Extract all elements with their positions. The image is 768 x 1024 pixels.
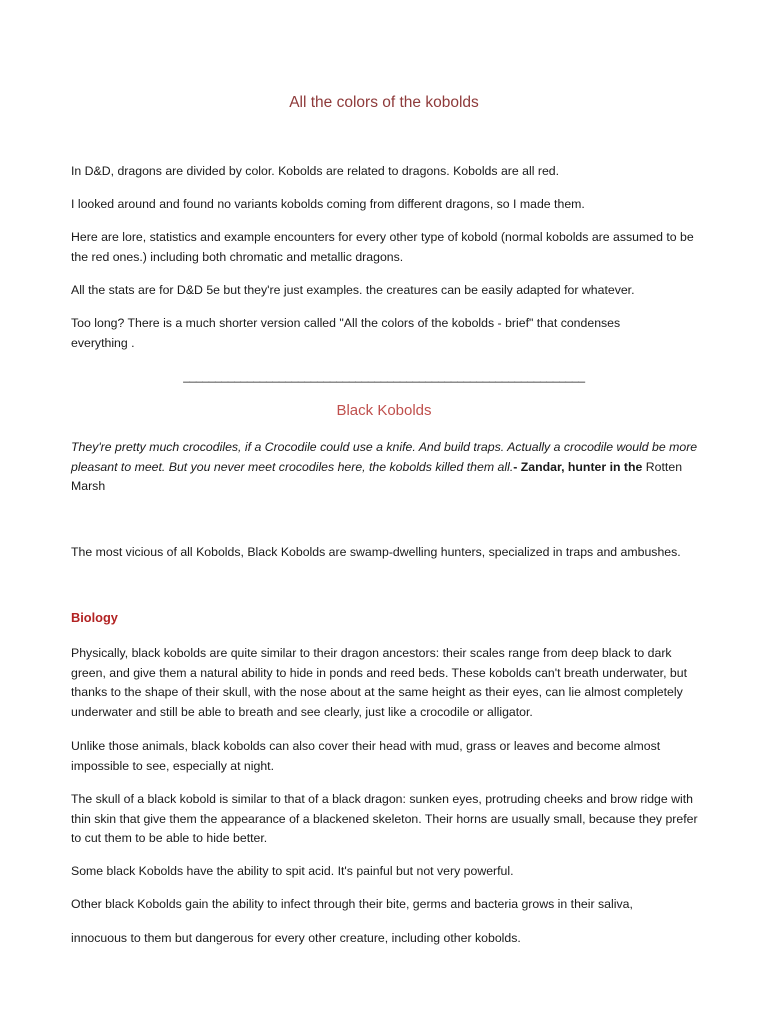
biology-paragraph-3: The skull of a black kobold is similar to that of a black dragon: sunken eyes, protruding cheeks and brow ridge with thin skin that give them the appearance of a blackened skeleton. Their horns are usually small, because they prefer to cut them to be able to hide better. [71,792,698,845]
biology-paragraph-1: Physically, black kobolds are quite similar to their dragon ancestors: their scales range from deep black to dark green, and give them a natural ability to hide in ponds and reed beds. These kobolds can't breath underwater, but thanks to the shape of their skull, with the nose about at the same height as their eyes, can lie almost completely underwater and still be able to breath and see clearly, just like a crocodile or alligator. [71,646,688,719]
subheading-biology: Biology [71,610,118,625]
quote-text: They're pretty much crocodiles, if a Crocodile could use a knife. And build traps. Actually a crocodile would be more pleasant to meet. But you never meet crocodiles here, the kobolds killed them all. [71,440,698,474]
summary-paragraph: The most vicious of all Kobolds, Black Kobolds are swamp-dwelling hunters, specialized in traps and ambushes. [71,545,681,559]
quote-attribution-place: Rotten Marsh [71,459,683,493]
biology-paragraph-4: Some black Kobolds have the ability to spit acid. It's painful but not very powerful. [71,864,514,878]
document-title: All the colors of the kobolds [289,94,479,111]
intro-paragraph-3: Here are lore, statistics and example encounters for every other type of kobold (normal kobolds are assumed to be the red ones.) including both chromatic and metallic dragons. [71,230,694,264]
intro-paragraph-2: I looked around and found no variants kobolds coming from different dragons, so I made them. [71,197,585,211]
biology-paragraph-5: Other black Kobolds gain the ability to infect through their bite, germs and bacteria grows in their saliva, [71,897,633,911]
intro-paragraph-4: All the stats are for D&D 5e but they're just examples. the creatures can be easily adapted for whatever. [71,283,635,297]
quote-paragraph [71,438,701,497]
biology-paragraph-2: Unlike those animals, black kobolds can also cover their head with mud, grass or leaves and become almost impossible to see, especially at night. [71,739,661,773]
intro-paragraph-5: Too long? There is a much shorter version called "All the colors of the kobolds - brief" that condenses everything . [71,316,621,350]
quote-attribution: - Zandar, hunter in the [513,459,643,474]
section-separator: _______________________________________________________________ [183,369,585,383]
intro-paragraph-1: In D&D, dragons are divided by color. Kobolds are related to dragons. Kobolds are all red. [71,164,560,178]
section-heading-black-kobolds: Black Kobolds [336,402,432,419]
biology-paragraph-6: innocuous to them but dangerous for every other creature, including other kobolds. [71,931,521,945]
